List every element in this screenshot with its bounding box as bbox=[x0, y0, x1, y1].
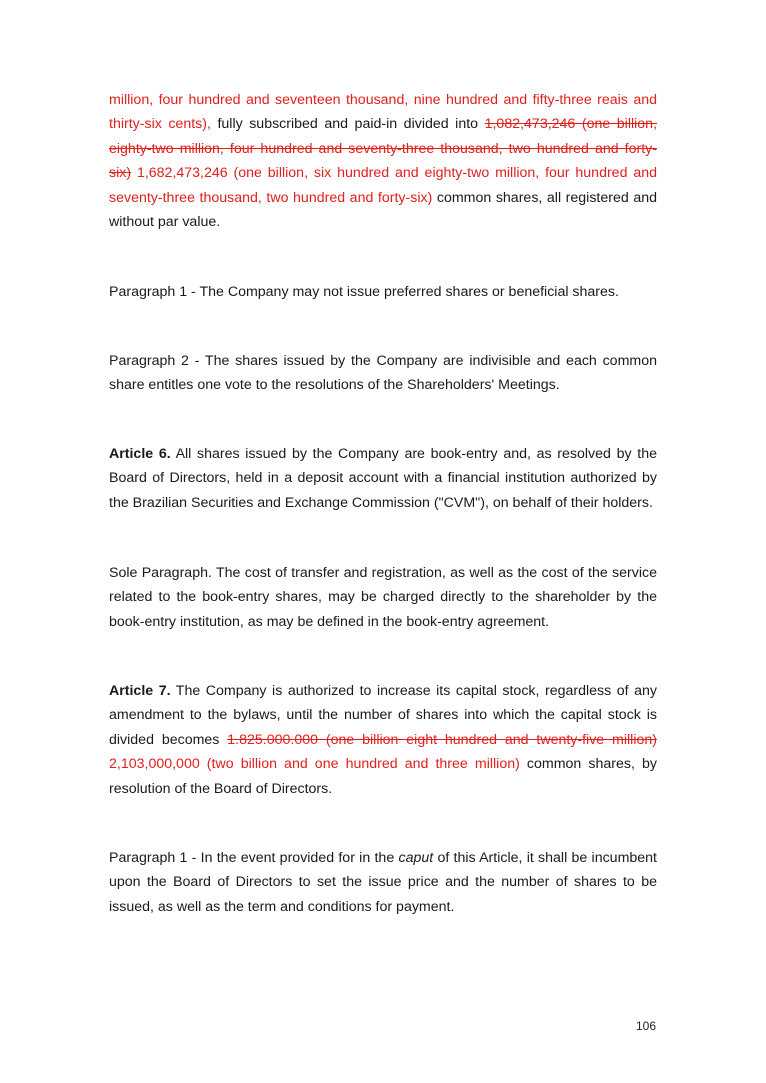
body-text: of this Article, it shall be incumbent upon the Board of Directors to set the issue price and the number of shares to be issued, as well as the term and conditions for payment. bbox=[109, 850, 657, 915]
inserted-text: 1,682,473,246 (one billion, six hundred and eighty-two million, four hundred and seventy-three thousand, two hundred and forty-six) bbox=[109, 165, 657, 206]
paragraph-2-indivisible-shares bbox=[109, 349, 657, 398]
page-number: 106 bbox=[635, 1019, 656, 1033]
amended-text: million, four hundred and seventeen thousand, nine hundred and fifty-three reais and thirty-six cents), bbox=[109, 92, 657, 133]
article-heading: Article 6. bbox=[109, 446, 171, 462]
body-text: Paragraph 1 - In the event provided for in the bbox=[109, 850, 399, 866]
article-heading: Article 7. bbox=[109, 683, 171, 699]
paragraph-1-preferred-shares bbox=[109, 280, 657, 304]
body-text: common shares, by resolution of the Board of Directors. bbox=[109, 756, 657, 797]
body-text: fully subscribed and paid-in divided into bbox=[210, 116, 485, 133]
body-text: common shares, all registered and without par value. bbox=[109, 189, 657, 231]
body-text: All shares issued by the Company are book-entry and, as resolved by the Board of Directors, held in a deposit account with a financial institution authorized by the Brazilian Securities and Exchange Commission ("CVM"), on behalf of their holders. bbox=[109, 446, 657, 511]
deleted-text: 1.825.000.000 (one billion eight hundred and twenty-five million) bbox=[227, 731, 657, 748]
capital-stock-paragraph bbox=[109, 88, 657, 234]
sole-paragraph bbox=[109, 561, 657, 634]
article-6 bbox=[109, 442, 657, 515]
deleted-text: 1,082,473,246 (one billion, eighty-two million, four hundred and seventy-three thousand, two hundred and forty-six) bbox=[109, 116, 658, 182]
body-text: Paragraph 1 - The Company may not issue preferred shares or beneficial shares. bbox=[109, 284, 619, 300]
article-7 bbox=[109, 679, 657, 801]
body-text: Sole Paragraph. The cost of transfer and registration, as well as the cost of the service related to the book-entry shares, may be charged directly to the shareholder by the book-entry institution, as may be defined in the book-entry agreement. bbox=[109, 565, 657, 630]
italic-term: caput bbox=[398, 850, 434, 866]
inserted-text: 2,103,000,000 (two billion and one hundred and three million) bbox=[109, 756, 520, 773]
body-text: The Company is authorized to increase its capital stock, regardless of any amendment to the bylaws, until the number of shares into which the capital stock is divided becomes bbox=[109, 683, 657, 748]
paragraph-1-issue-price bbox=[109, 846, 657, 919]
body-text: Paragraph 2 - The shares issued by the Company are indivisible and each common share entitles one vote to the resolutions of the Shareholders' Meetings. bbox=[109, 353, 657, 394]
